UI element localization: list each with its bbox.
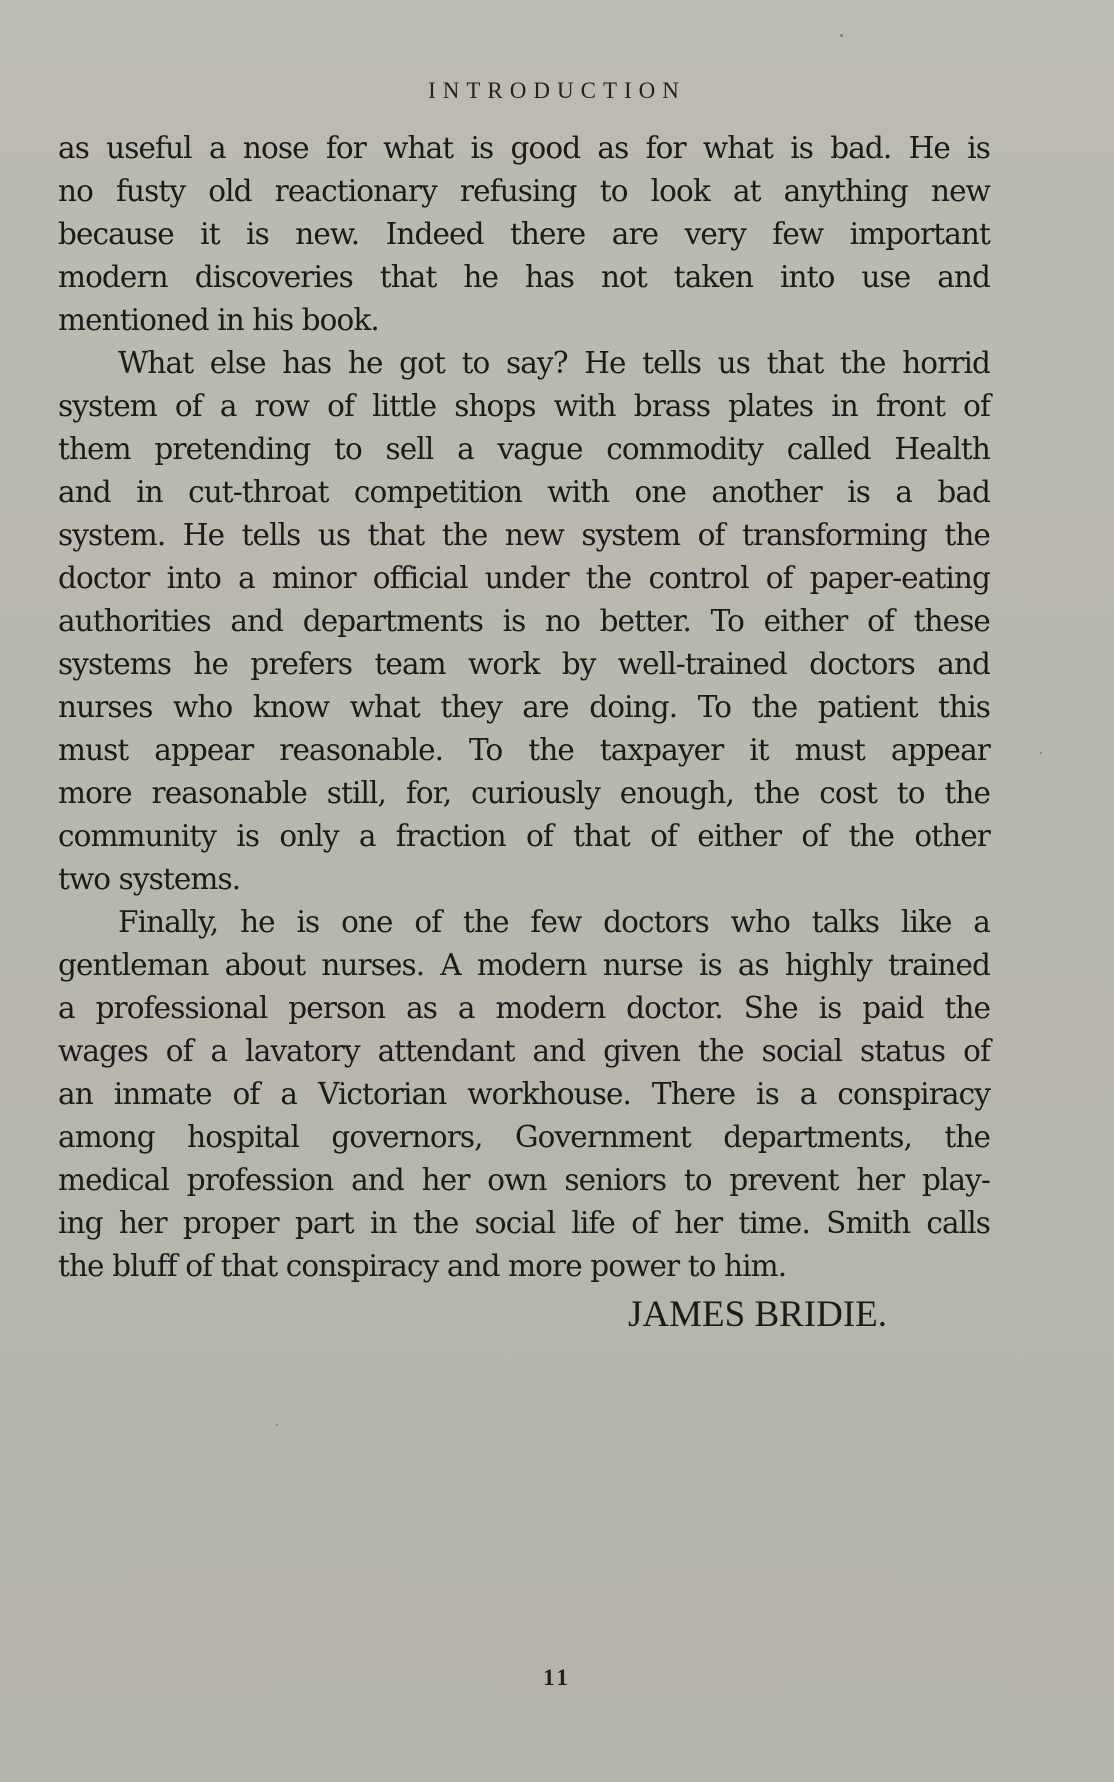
paper-speck [840, 34, 843, 37]
text-line: gentleman about nurses. A modern nurse is as highly trained [58, 948, 990, 982]
text-line: them pretending to sell a vague commodity called Health [58, 432, 990, 466]
paper-speck [1040, 752, 1042, 754]
running-head: INTRODUCTION [428, 78, 686, 103]
text-line: because it is new. Indeed there are very few important [58, 217, 990, 251]
body-text [58, 127, 990, 1288]
text-line: ing her proper part in the social life of her time. Smith calls [58, 1206, 990, 1240]
text-line: a professional person as a modern doctor. She is paid the [58, 991, 990, 1025]
text-line: the bluff of that conspiracy and more power to him. [58, 1249, 787, 1283]
text-line: two systems. [58, 862, 241, 896]
paper-speck [276, 1424, 278, 1426]
text-line: What else has he got to say? He tells us that the horrid [118, 346, 990, 380]
text-line: nurses who know what they are doing. To the patient this [58, 690, 990, 724]
text-line: must appear reasonable. To the taxpayer it must appear [58, 733, 990, 767]
text-line: doctor into a minor official under the control of paper-eating [58, 561, 990, 595]
text-line: authorities and departments is no better. To either of these [58, 604, 990, 638]
text-line: mentioned in his book. [58, 303, 379, 337]
text-line: an inmate of a Victorian workhouse. There is a conspiracy [58, 1077, 990, 1111]
text-line: systems he prefers team work by well-trained doctors and [58, 647, 990, 681]
text-line: wages of a lavatory attendant and given the social status of [58, 1034, 990, 1068]
text-line: system of a row of little shops with brass plates in front of [58, 389, 990, 423]
text-line: Finally, he is one of the few doctors who talks like a [118, 905, 990, 939]
text-line: as useful a nose for what is good as for what is bad. He is [58, 131, 990, 165]
author-signature: JAMES BRIDIE. [628, 1294, 888, 1335]
text-line: and in cut-throat competition with one another is a bad [58, 475, 990, 509]
text-line: medical profession and her own seniors to prevent her play- [58, 1163, 990, 1197]
text-line: more reasonable still, for, curiously enough, the cost to the [58, 776, 990, 810]
text-line: no fusty old reactionary refusing to look at anything new [58, 174, 990, 208]
text-line: community is only a fraction of that of either of the other [58, 819, 990, 853]
text-line: among hospital governors, Government departments, the [58, 1120, 990, 1154]
page-number: 11 [543, 1665, 571, 1690]
text-line: system. He tells us that the new system of transforming the [58, 518, 990, 552]
text-line: modern discoveries that he has not taken into use and [58, 260, 990, 294]
